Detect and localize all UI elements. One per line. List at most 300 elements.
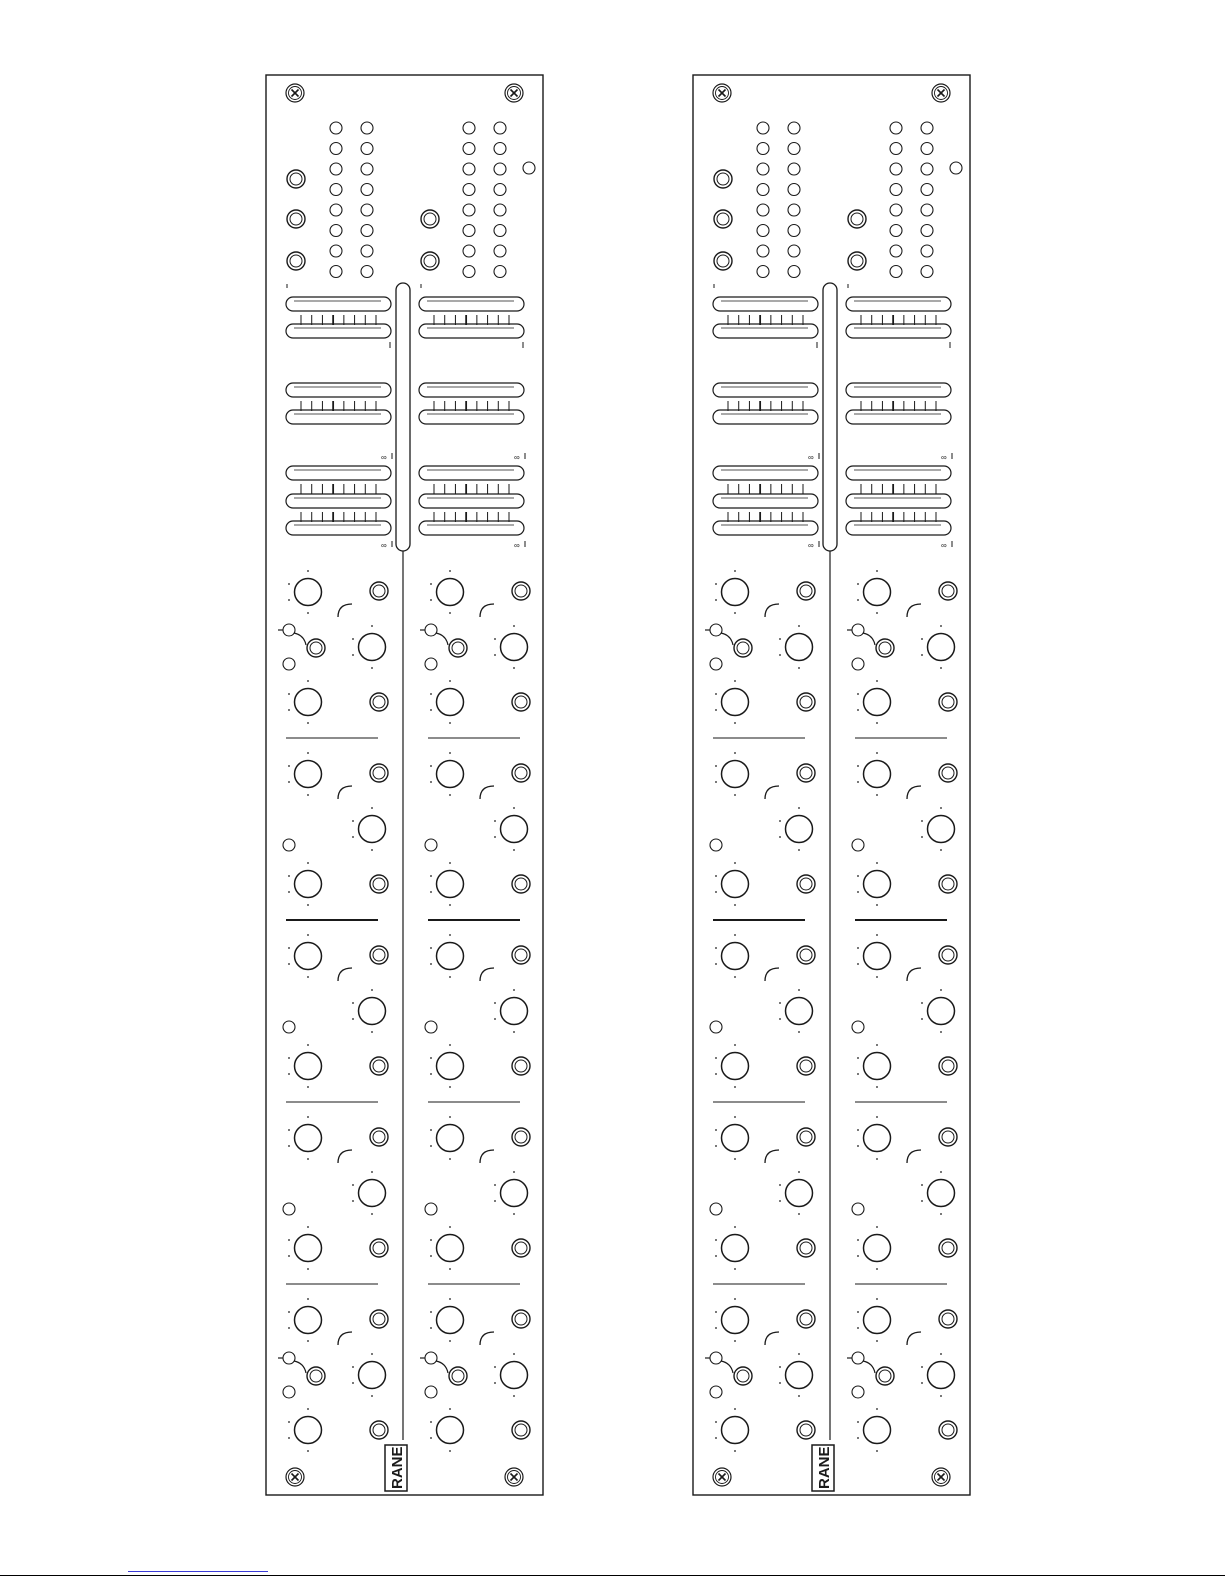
infinity-mark: ∞ bbox=[941, 541, 947, 550]
rotary-knob[interactable] bbox=[715, 1226, 748, 1270]
jack-icon[interactable] bbox=[370, 582, 388, 600]
eq-curve-icon bbox=[480, 786, 494, 799]
led-indicator-icon bbox=[494, 245, 506, 257]
rotary-knob[interactable] bbox=[288, 1226, 321, 1270]
led-indicator-icon bbox=[425, 1386, 437, 1398]
fader-slot[interactable] bbox=[419, 410, 524, 424]
led-indicator-icon bbox=[788, 266, 800, 278]
jack-icon[interactable] bbox=[421, 210, 439, 228]
fader-slot[interactable] bbox=[846, 494, 951, 508]
fader-scale-ticks bbox=[301, 484, 376, 494]
fader-slot[interactable] bbox=[846, 410, 951, 424]
led-indicator-icon bbox=[361, 163, 373, 175]
panel-screw-icon bbox=[932, 84, 950, 102]
led-indicator-icon bbox=[788, 225, 800, 237]
jack-icon[interactable] bbox=[876, 639, 894, 657]
rotary-knob[interactable] bbox=[352, 625, 385, 669]
rotary-knob[interactable] bbox=[494, 1353, 527, 1397]
jack-icon[interactable] bbox=[287, 170, 305, 188]
rotary-knob[interactable] bbox=[494, 625, 527, 669]
led-indicator-icon bbox=[494, 143, 506, 155]
rotary-knob[interactable] bbox=[857, 1044, 890, 1088]
led-indicator-icon bbox=[463, 184, 475, 196]
led-indicator-icon bbox=[330, 184, 342, 196]
rotary-knob[interactable] bbox=[779, 1171, 812, 1215]
rotary-knob[interactable] bbox=[430, 1116, 463, 1160]
jack-icon[interactable] bbox=[287, 210, 305, 228]
fader-slot[interactable] bbox=[846, 297, 951, 311]
jack-icon[interactable] bbox=[734, 639, 752, 657]
led-indicator-icon bbox=[523, 162, 535, 174]
fader-slot[interactable] bbox=[419, 324, 524, 338]
channel-strip bbox=[710, 752, 815, 920]
fader-slot[interactable] bbox=[419, 521, 524, 535]
crossfader-slot[interactable] bbox=[396, 283, 410, 551]
led-indicator-icon bbox=[494, 225, 506, 237]
led-indicator-icon bbox=[283, 1203, 295, 1215]
fader-slot[interactable] bbox=[713, 297, 818, 311]
channel-strip bbox=[852, 752, 957, 920]
fader-slot[interactable] bbox=[713, 324, 818, 338]
rotary-knob[interactable] bbox=[430, 1044, 463, 1088]
jack-icon[interactable] bbox=[512, 875, 530, 893]
led-indicator-icon bbox=[425, 1203, 437, 1215]
panel-screw-icon bbox=[932, 1468, 950, 1486]
eq-curve-icon bbox=[765, 786, 779, 799]
jack-icon[interactable] bbox=[797, 1310, 815, 1328]
panel-screw-icon bbox=[713, 84, 731, 102]
rotary-knob[interactable] bbox=[857, 862, 890, 906]
led-indicator-icon bbox=[921, 122, 933, 134]
infinity-mark: ∞ bbox=[808, 453, 814, 462]
rotary-knob[interactable] bbox=[921, 1353, 954, 1397]
led-indicator-icon bbox=[283, 624, 295, 636]
rane-logo bbox=[385, 1445, 407, 1491]
led-indicator-icon bbox=[425, 839, 437, 851]
led-indicator-icon bbox=[890, 204, 902, 216]
led-indicator-icon bbox=[852, 1203, 864, 1215]
fader-scale-ticks bbox=[434, 484, 509, 494]
jack-icon[interactable] bbox=[449, 1367, 467, 1385]
rotary-knob[interactable] bbox=[921, 1171, 954, 1215]
rotary-knob[interactable] bbox=[430, 934, 463, 978]
led-indicator-icon bbox=[921, 163, 933, 175]
rotary-knob[interactable] bbox=[857, 1298, 890, 1342]
panel-screw-icon bbox=[713, 1468, 731, 1486]
eq-curve-icon bbox=[480, 1150, 494, 1163]
rotary-knob[interactable] bbox=[430, 1298, 463, 1342]
jack-icon[interactable] bbox=[370, 1057, 388, 1075]
jack-icon[interactable] bbox=[734, 1367, 752, 1385]
led-indicator-icon bbox=[463, 245, 475, 257]
led-indicator-icon bbox=[757, 163, 769, 175]
fader-slot[interactable] bbox=[286, 297, 391, 311]
panel-screw-icon bbox=[505, 1468, 523, 1486]
footer-rule bbox=[0, 1575, 1225, 1576]
jack-icon[interactable] bbox=[939, 946, 957, 964]
eq-curve-icon bbox=[480, 968, 494, 981]
jack-icon[interactable] bbox=[512, 1310, 530, 1328]
fader-slot[interactable] bbox=[713, 466, 818, 480]
rotary-knob[interactable] bbox=[288, 752, 321, 796]
infinity-mark: ∞ bbox=[514, 453, 520, 462]
led-indicator-icon bbox=[425, 658, 437, 670]
rotary-knob[interactable] bbox=[430, 862, 463, 906]
channel-strip bbox=[710, 1116, 815, 1284]
jack-icon[interactable] bbox=[512, 1057, 530, 1075]
fader-scale-ticks bbox=[861, 484, 936, 494]
jack-icon[interactable] bbox=[307, 1367, 325, 1385]
rotary-knob[interactable] bbox=[288, 680, 321, 724]
led-indicator-icon bbox=[330, 122, 342, 134]
led-indicator-icon bbox=[361, 122, 373, 134]
jack-icon[interactable] bbox=[512, 1128, 530, 1146]
led-indicator-icon bbox=[494, 204, 506, 216]
rotary-knob[interactable] bbox=[430, 570, 463, 614]
rotary-knob[interactable] bbox=[857, 752, 890, 796]
led-indicator-icon bbox=[283, 1021, 295, 1033]
rotary-knob[interactable] bbox=[715, 862, 748, 906]
jack-icon[interactable] bbox=[797, 1421, 815, 1439]
led-indicator-icon bbox=[361, 225, 373, 237]
rotary-knob[interactable] bbox=[715, 1116, 748, 1160]
led-indicator-icon bbox=[361, 204, 373, 216]
led-indicator-icon bbox=[890, 266, 902, 278]
rotary-knob[interactable] bbox=[352, 1171, 385, 1215]
led-indicator-icon bbox=[330, 245, 342, 257]
jack-icon[interactable] bbox=[307, 639, 325, 657]
rotary-knob[interactable] bbox=[921, 989, 954, 1033]
jack-icon[interactable] bbox=[714, 170, 732, 188]
led-indicator-icon bbox=[463, 122, 475, 134]
led-indicator-icon bbox=[852, 658, 864, 670]
fader-slot[interactable] bbox=[419, 494, 524, 508]
led-indicator-icon bbox=[710, 1352, 722, 1364]
jack-icon[interactable] bbox=[939, 582, 957, 600]
eq-curve-icon bbox=[338, 968, 352, 981]
eq-curve-icon bbox=[338, 786, 352, 799]
led-indicator-icon bbox=[425, 1021, 437, 1033]
led-indicator-icon bbox=[361, 184, 373, 196]
rotary-knob[interactable] bbox=[288, 1116, 321, 1160]
rotary-knob[interactable] bbox=[352, 807, 385, 851]
fader-slot[interactable] bbox=[846, 383, 951, 397]
rotary-knob[interactable] bbox=[857, 680, 890, 724]
rotary-knob[interactable] bbox=[715, 1408, 748, 1452]
rotary-knob[interactable] bbox=[288, 934, 321, 978]
jack-icon[interactable] bbox=[512, 582, 530, 600]
jack-icon[interactable] bbox=[421, 252, 439, 270]
crossfader-slot[interactable] bbox=[823, 283, 837, 551]
jack-icon[interactable] bbox=[848, 210, 866, 228]
jack-icon[interactable] bbox=[512, 1239, 530, 1257]
jack-icon[interactable] bbox=[876, 1367, 894, 1385]
led-indicator-icon bbox=[852, 624, 864, 636]
fader-slot[interactable] bbox=[846, 466, 951, 480]
led-indicator-icon bbox=[921, 204, 933, 216]
rotary-knob[interactable] bbox=[715, 1044, 748, 1088]
rotary-knob[interactable] bbox=[857, 1116, 890, 1160]
fader-slot[interactable] bbox=[713, 494, 818, 508]
jack-icon[interactable] bbox=[797, 946, 815, 964]
led-indicator-icon bbox=[425, 624, 437, 636]
footer-link-underline[interactable] bbox=[128, 1571, 268, 1572]
led-indicator-icon bbox=[330, 266, 342, 278]
jack-icon[interactable] bbox=[370, 875, 388, 893]
rotary-knob[interactable] bbox=[779, 1353, 812, 1397]
fader-slot[interactable] bbox=[846, 324, 951, 338]
jack-icon[interactable] bbox=[287, 252, 305, 270]
jack-icon[interactable] bbox=[370, 693, 388, 711]
led-indicator-icon bbox=[788, 122, 800, 134]
eq-curve-icon bbox=[338, 1150, 352, 1163]
led-indicator-icon bbox=[757, 225, 769, 237]
fader-slot[interactable] bbox=[713, 410, 818, 424]
fader-slot[interactable] bbox=[286, 324, 391, 338]
rane-logo bbox=[812, 1445, 834, 1491]
led-indicator-icon bbox=[283, 1386, 295, 1398]
rotary-knob[interactable] bbox=[352, 989, 385, 1033]
jack-icon[interactable] bbox=[797, 1239, 815, 1257]
led-indicator-icon bbox=[494, 163, 506, 175]
led-indicator-icon bbox=[890, 163, 902, 175]
infinity-mark: ∞ bbox=[941, 453, 947, 462]
eq-curve-icon bbox=[765, 604, 779, 617]
led-indicator-icon bbox=[890, 245, 902, 257]
jack-icon[interactable] bbox=[939, 1239, 957, 1257]
led-indicator-icon bbox=[757, 184, 769, 196]
led-indicator-icon bbox=[757, 122, 769, 134]
fader-slot[interactable] bbox=[419, 383, 524, 397]
led-indicator-icon bbox=[852, 1352, 864, 1364]
led-indicator-icon bbox=[921, 245, 933, 257]
rotary-knob[interactable] bbox=[921, 807, 954, 851]
led-indicator-icon bbox=[788, 163, 800, 175]
jack-icon[interactable] bbox=[512, 946, 530, 964]
fader-slot[interactable] bbox=[286, 494, 391, 508]
fader-slot[interactable] bbox=[419, 466, 524, 480]
led-indicator-icon bbox=[361, 266, 373, 278]
infinity-mark: ∞ bbox=[514, 541, 520, 550]
rotary-knob[interactable] bbox=[288, 862, 321, 906]
eq-curve-icon bbox=[907, 968, 921, 981]
jack-icon[interactable] bbox=[370, 1128, 388, 1146]
led-indicator-icon bbox=[921, 184, 933, 196]
led-indicator-icon bbox=[425, 1352, 437, 1364]
rotary-knob[interactable] bbox=[494, 1171, 527, 1215]
jack-icon[interactable] bbox=[939, 1057, 957, 1075]
led-indicator-icon bbox=[852, 839, 864, 851]
channel-strip bbox=[283, 934, 388, 1102]
eq-curve-icon bbox=[765, 1332, 779, 1345]
channel-strip bbox=[283, 1116, 388, 1284]
rotary-knob[interactable] bbox=[715, 752, 748, 796]
channel-strip bbox=[425, 1116, 530, 1284]
led-indicator-icon bbox=[921, 143, 933, 155]
jack-icon[interactable] bbox=[939, 693, 957, 711]
eq-curve-icon bbox=[480, 1332, 494, 1345]
channel-strip bbox=[425, 752, 530, 920]
fader-slot[interactable] bbox=[286, 521, 391, 535]
rotary-knob[interactable] bbox=[715, 680, 748, 724]
panel-screw-icon bbox=[286, 1468, 304, 1486]
channel-strip bbox=[278, 570, 388, 738]
jack-icon[interactable] bbox=[939, 764, 957, 782]
led-indicator-icon bbox=[283, 839, 295, 851]
jack-icon[interactable] bbox=[449, 639, 467, 657]
logo-text: RANE bbox=[816, 1446, 833, 1489]
led-indicator-icon bbox=[463, 266, 475, 278]
led-indicator-icon bbox=[330, 204, 342, 216]
rotary-knob[interactable] bbox=[779, 989, 812, 1033]
rotary-knob[interactable] bbox=[430, 1226, 463, 1270]
channel-strip bbox=[705, 1298, 815, 1452]
fader-slot[interactable] bbox=[846, 521, 951, 535]
jack-icon[interactable] bbox=[797, 875, 815, 893]
jack-icon[interactable] bbox=[512, 693, 530, 711]
led-indicator-icon bbox=[788, 245, 800, 257]
eq-curve-icon bbox=[338, 1332, 352, 1345]
rotary-knob[interactable] bbox=[288, 1298, 321, 1342]
jack-icon[interactable] bbox=[797, 582, 815, 600]
jack-icon[interactable] bbox=[714, 252, 732, 270]
fader-slot[interactable] bbox=[419, 297, 524, 311]
jack-icon[interactable] bbox=[797, 764, 815, 782]
led-indicator-icon bbox=[852, 1021, 864, 1033]
infinity-mark: ∞ bbox=[808, 541, 814, 550]
rotary-knob[interactable] bbox=[352, 1353, 385, 1397]
jack-icon[interactable] bbox=[714, 210, 732, 228]
led-indicator-icon bbox=[757, 266, 769, 278]
led-indicator-icon bbox=[890, 143, 902, 155]
led-indicator-icon bbox=[788, 184, 800, 196]
rack-panel-right bbox=[693, 75, 970, 1495]
jack-icon[interactable] bbox=[370, 764, 388, 782]
fader-slot[interactable] bbox=[286, 383, 391, 397]
led-indicator-icon bbox=[710, 1386, 722, 1398]
eq-curve-icon bbox=[907, 1150, 921, 1163]
led-indicator-icon bbox=[494, 266, 506, 278]
panel-screw-icon bbox=[505, 84, 523, 102]
jack-icon[interactable] bbox=[370, 1239, 388, 1257]
jack-icon[interactable] bbox=[512, 764, 530, 782]
led-indicator-icon bbox=[494, 184, 506, 196]
fader-slot[interactable] bbox=[713, 383, 818, 397]
rotary-knob[interactable] bbox=[715, 570, 748, 614]
led-indicator-icon bbox=[950, 162, 962, 174]
logo-text: RANE bbox=[389, 1446, 406, 1489]
channel-strip bbox=[425, 934, 530, 1102]
led-indicator-icon bbox=[330, 143, 342, 155]
channel-strip bbox=[852, 934, 957, 1102]
channel-strip bbox=[283, 752, 388, 920]
rotary-knob[interactable] bbox=[715, 934, 748, 978]
rack-panel-left bbox=[266, 75, 543, 1495]
panel-outline bbox=[266, 75, 543, 1495]
jack-icon[interactable] bbox=[939, 875, 957, 893]
jack-icon[interactable] bbox=[939, 1128, 957, 1146]
jack-icon[interactable] bbox=[939, 1421, 957, 1439]
panel-outline bbox=[693, 75, 970, 1495]
jack-icon[interactable] bbox=[797, 1057, 815, 1075]
led-indicator-icon bbox=[757, 245, 769, 257]
led-indicator-icon bbox=[283, 1352, 295, 1364]
led-indicator-icon bbox=[757, 143, 769, 155]
rotary-knob[interactable] bbox=[494, 989, 527, 1033]
led-indicator-icon bbox=[463, 143, 475, 155]
led-indicator-icon bbox=[330, 163, 342, 175]
jack-icon[interactable] bbox=[939, 1310, 957, 1328]
rotary-knob[interactable] bbox=[857, 1408, 890, 1452]
rotary-knob[interactable] bbox=[288, 570, 321, 614]
panel-screw-icon bbox=[286, 84, 304, 102]
led-indicator-icon bbox=[852, 1386, 864, 1398]
channel-strip bbox=[710, 934, 815, 1102]
led-indicator-icon bbox=[463, 163, 475, 175]
jack-icon[interactable] bbox=[370, 1421, 388, 1439]
rotary-knob[interactable] bbox=[857, 934, 890, 978]
rotary-knob[interactable] bbox=[857, 570, 890, 614]
jack-icon[interactable] bbox=[797, 1128, 815, 1146]
led-indicator-icon bbox=[330, 225, 342, 237]
eq-curve-icon bbox=[907, 786, 921, 799]
rotary-knob[interactable] bbox=[857, 1226, 890, 1270]
led-indicator-icon bbox=[890, 122, 902, 134]
rotary-knob[interactable] bbox=[921, 625, 954, 669]
led-indicator-icon bbox=[463, 204, 475, 216]
fader-slot[interactable] bbox=[286, 466, 391, 480]
led-indicator-icon bbox=[788, 204, 800, 216]
jack-icon[interactable] bbox=[512, 1421, 530, 1439]
led-indicator-icon bbox=[921, 225, 933, 237]
led-indicator-icon bbox=[463, 225, 475, 237]
rotary-knob[interactable] bbox=[288, 1408, 321, 1452]
rotary-knob[interactable] bbox=[430, 752, 463, 796]
rotary-knob[interactable] bbox=[494, 807, 527, 851]
jack-icon[interactable] bbox=[370, 946, 388, 964]
led-indicator-icon bbox=[890, 184, 902, 196]
rotary-knob[interactable] bbox=[430, 680, 463, 724]
led-indicator-icon bbox=[788, 143, 800, 155]
channel-strip bbox=[420, 1298, 530, 1452]
fader-slot[interactable] bbox=[713, 521, 818, 535]
led-indicator-icon bbox=[283, 658, 295, 670]
eq-curve-icon bbox=[907, 604, 921, 617]
led-indicator-icon bbox=[710, 624, 722, 636]
led-indicator-icon bbox=[710, 1021, 722, 1033]
rotary-knob[interactable] bbox=[430, 1408, 463, 1452]
jack-icon[interactable] bbox=[848, 252, 866, 270]
rotary-knob[interactable] bbox=[715, 1298, 748, 1342]
led-indicator-icon bbox=[710, 658, 722, 670]
eq-curve-icon bbox=[907, 1332, 921, 1345]
jack-icon[interactable] bbox=[370, 1310, 388, 1328]
eq-curve-icon bbox=[765, 968, 779, 981]
rotary-knob[interactable] bbox=[288, 1044, 321, 1088]
fader-scale-ticks bbox=[728, 484, 803, 494]
channel-strip bbox=[705, 570, 815, 738]
rotary-knob[interactable] bbox=[779, 625, 812, 669]
fader-slot[interactable] bbox=[286, 410, 391, 424]
eq-curve-icon bbox=[765, 1150, 779, 1163]
led-indicator-icon bbox=[361, 245, 373, 257]
rotary-knob[interactable] bbox=[779, 807, 812, 851]
eq-curve-icon bbox=[480, 604, 494, 617]
jack-icon[interactable] bbox=[797, 693, 815, 711]
led-indicator-icon bbox=[494, 122, 506, 134]
led-indicator-icon bbox=[757, 204, 769, 216]
eq-curve-icon bbox=[338, 604, 352, 617]
